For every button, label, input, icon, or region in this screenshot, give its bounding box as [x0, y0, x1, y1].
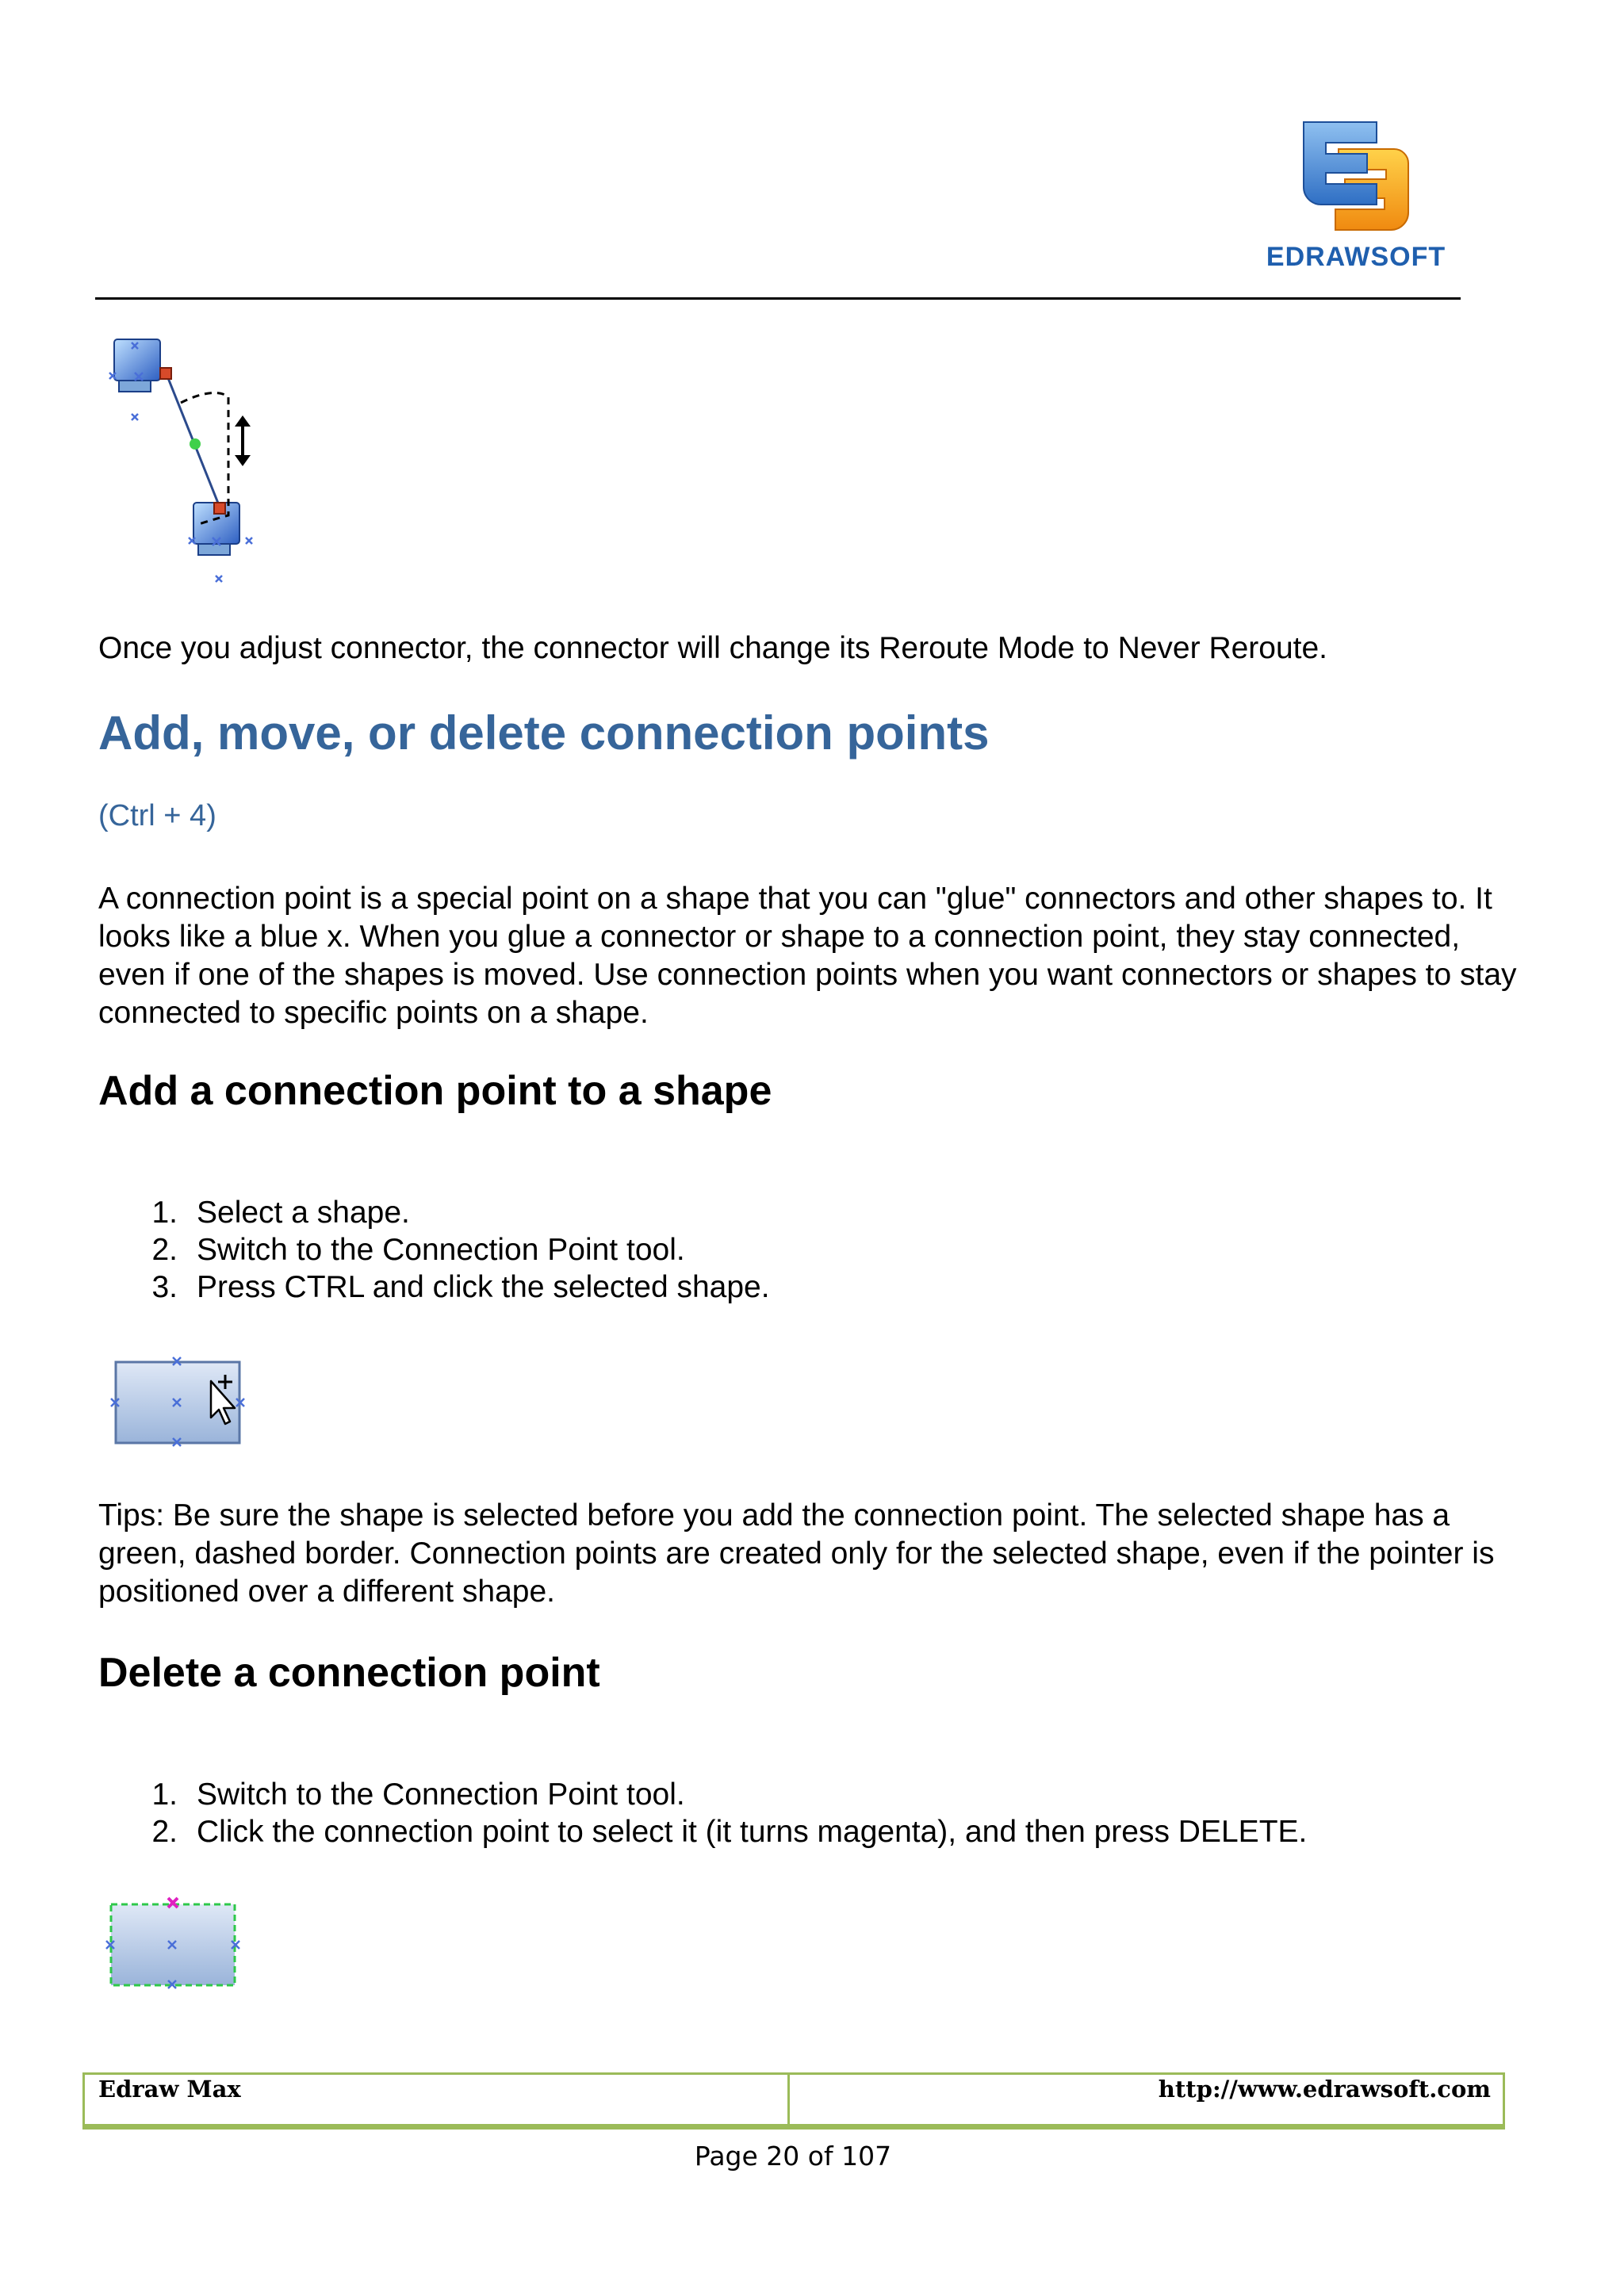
- delete-heading: Delete a connection point: [98, 1650, 600, 1696]
- list-item: 2. Switch to the Connection Point tool.: [151, 1233, 685, 1267]
- footer-website-link[interactable]: http://www.edrawsoft.com: [1158, 2076, 1491, 2103]
- add-steps-list: [98, 1194, 1518, 1306]
- add-heading: Add a connection point to a shape: [98, 1068, 772, 1114]
- header-divider: [95, 297, 1461, 300]
- list-item: 3. Press CTRL and click the selected shape.: [151, 1270, 770, 1304]
- list-item: 2. Click the connection point to select it (it turns magenta), and then press DELETE.: [151, 1815, 1308, 1849]
- logo-text: EDRAWSOFT: [1266, 242, 1446, 272]
- intro-text: Once you adjust connector, the connector will change its Reroute Mode to Never Reroute.: [98, 631, 1328, 665]
- delete-connection-point-diagram: [105, 1895, 247, 1998]
- list-item: 1. Select a shape.: [151, 1196, 410, 1230]
- shortcut-text: (Ctrl + 4): [98, 799, 216, 832]
- add-connection-point-diagram: [109, 1353, 252, 1456]
- connector-adjust-diagram: [103, 333, 270, 595]
- delete-steps-list: [98, 1776, 1518, 1850]
- footer-divider: [787, 2072, 790, 2130]
- list-item: 1. Switch to the Connection Point tool.: [151, 1777, 685, 1812]
- tips-text: Tips: Be sure the shape is selected before you add the connection point. The selected shape has a green, dashed border. Connection points are created only for the selected shape, even if the pointer is positioned over a different shape.: [98, 1498, 1495, 1609]
- footer-product-name: Edraw Max: [98, 2076, 241, 2103]
- description-text: A connection point is a special point on a shape that you can "glue" connectors and other shapes to. It looks like a blue x. When you glue a connector or shape to a connection point, they stay connected, even if one of the shapes is moved. Use connection points when you want connectors or shapes to stay connected to specific points on a shape.: [98, 882, 1517, 1030]
- section-title: Add, move, or delete connection points: [98, 706, 990, 760]
- page-number: Page 20 of 107: [694, 2141, 892, 2172]
